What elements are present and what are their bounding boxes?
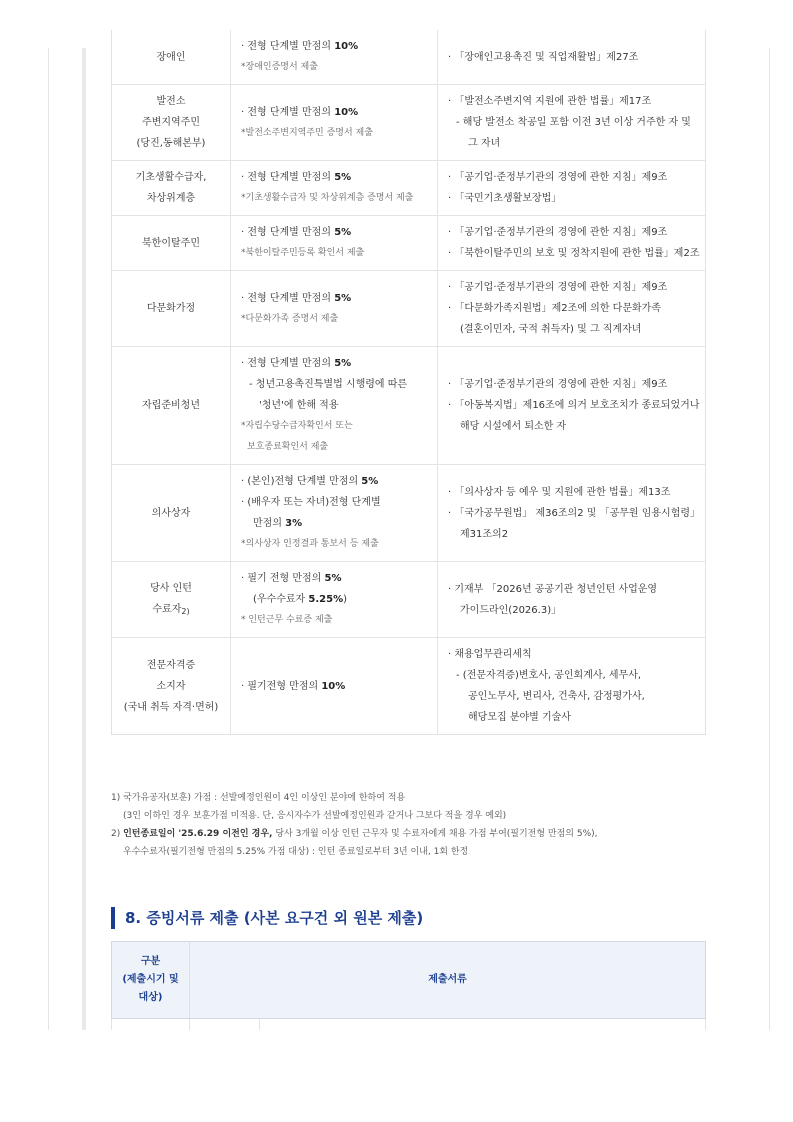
criteria-cell [231,216,438,271]
basis-line: · 「국민기초생활보장법」 [448,193,562,204]
footnote-line: 우수수료자(필기전형 만점의 5.25% 가점 대상) : 인턴 종료일로부터 3년 이내, 1회 한정 [123,847,469,857]
footnotes [111,789,711,861]
category-line [116,676,226,697]
category-text: 전문자격증 [146,659,196,671]
category-text: 자립준비청년 [142,400,200,411]
note-line: *발전소주변지역주민 증명서 제출 [241,127,373,138]
basis-line: · 기재부 「2026년 공공기관 청년인턴 사업운영 [448,583,658,595]
category-cell [112,216,231,271]
table-row [112,271,706,347]
category-cell [112,465,231,562]
criteria-cell [231,638,438,735]
table-row [112,30,706,85]
basis-line: · 「다문화가족지원법」제2조에 의한 다문화가족 [448,303,661,314]
note-line: *다문화가족 증명서 제출 [241,313,339,324]
basis-line: · 「공기업·준정부기관의 경영에 관한 지침」제9조 [448,379,668,390]
basis-line: · 「아동복지법」제16조에 의거 보호조치가 종료되었거나 [448,400,700,411]
category-text: 당사 인턴 [150,582,192,594]
category-text: 소지자 [156,680,186,692]
table-row [112,85,706,161]
category-cell [112,271,231,347]
table-row [112,638,706,735]
criteria-line: · 전형 단계별 만점의 10% [241,106,359,118]
category-line [116,133,226,154]
category-text: 발전소 [156,96,186,107]
basis-cell [438,638,706,735]
docs-header-category [112,942,190,1019]
category-line [116,655,226,676]
basis-cell [438,85,706,161]
category-cell [112,638,231,735]
category-cell [112,85,231,161]
docs-header-category-line: (제출시기 및 [122,974,179,985]
docs-header-category-line: 대상) [138,992,163,1003]
section-title: 8. 증빙서류 제출 (사본 요구건 외 원본 제출) [111,907,423,929]
basis-cell [438,465,706,562]
criteria-line: · 전형 단계별 만점의 5% [241,227,352,238]
basis-line: · 「공기업·준정부기관의 경영에 관한 지침」제9조 [448,172,668,183]
criteria-line: '청년'에 한해 적용 [259,400,339,411]
criteria-line: · 필기 전형 만점의 5% [241,573,342,584]
basis-cell [438,271,706,347]
table-row [112,465,706,562]
criteria-line: 만점의 3% [253,518,303,529]
criteria-line: · 전형 단계별 만점의 5% [241,292,352,304]
preference-points-table [111,30,706,735]
category-text: 기초생활수급자, [135,172,207,183]
docs-header-category-line: 구분 [140,956,161,967]
basis-line: - (전문자격증)변호사, 공인회계사, 세무사, [456,670,642,681]
footnote-ref: 2) [181,606,190,616]
criteria-cell [231,85,438,161]
note-line: *기초생활수급자 및 차상위계층 증명서 제출 [241,193,414,203]
category-line [116,91,226,112]
docs-header-documents: 제출서류 [190,942,706,1019]
category-cell [112,30,231,85]
basis-cell [438,347,706,465]
category-line [116,578,226,599]
criteria-cell [231,562,438,638]
footnote-line: (3인 이하인 경우 보훈가점 미적용. 단, 응시자수가 선발예정인원과 같거나 그보다 적을 경우 예외) [123,811,507,821]
table-row [112,1019,706,1031]
category-text: 다문화가정 [146,303,196,314]
category-line [116,395,226,416]
basis-line: · 「공기업·준정부기관의 경영에 관한 지침」제9조 [448,282,668,293]
basis-line: 그 자녀 [468,138,501,149]
content-margin-bar [82,48,86,1030]
basis-line: 제31조의2 [460,528,509,540]
criteria-cell [231,271,438,347]
basis-line: 가이드라인(2026.3)」 [460,604,562,616]
criteria-line: (우수수료자 5.25%) [253,594,347,605]
basis-line: 공인노무사, 변리사, 건축사, 감정평가사, [468,691,645,702]
criteria-line: · 전형 단계별 만점의 10% [241,41,359,52]
note-line: * 인턴근무 수료증 제출 [241,615,333,625]
criteria-line: · 전형 단계별 만점의 5% [241,172,352,183]
criteria-line: · (본인)전형 단계별 만점의 5% [241,476,379,487]
documents-table [111,941,706,1030]
category-cell [112,161,231,216]
category-line [116,233,226,254]
criteria-cell [231,347,438,465]
basis-line: · 「발전소주변지역 지원에 관한 법률」제17조 [448,96,652,107]
note-line: *북한이탈주민등록 확인서 제출 [241,248,365,258]
category-text: 주변지역주민 [142,117,200,128]
category-line [116,503,226,524]
table-row [112,216,706,271]
basis-line: · 채용업무관리세칙 [448,649,532,660]
basis-line: 해당모집 분야별 기술사 [468,712,571,723]
category-cell [112,347,231,465]
category-text: 차상위계층 [146,193,196,204]
criteria-cell [231,30,438,85]
criteria-cell [231,465,438,562]
category-cell [112,562,231,638]
category-line [116,112,226,133]
table-row [112,562,706,638]
basis-cell [438,161,706,216]
category-line [116,298,226,319]
basis-line: · 「장애인고용촉진 및 직업재활법」제27조 [448,51,639,63]
category-line [116,599,226,622]
basis-line: · 「국가공무원법」 제36조의2 및 「공무원 임용시험령」 [448,507,701,519]
category-text: (당진,동해본부) [136,138,206,149]
basis-cell [438,216,706,271]
footnote-line: 1) 국가유공자(보훈) 가점 : 선발예정인원이 4인 이상인 분야에 한하여 적용 [111,793,406,803]
category-text: 의사상자 [151,507,191,519]
basis-line: · 「의사상자 등 예우 및 지원에 관한 법률」제13조 [448,486,671,498]
note-line: 보호종료확인서 제출 [247,442,329,452]
basis-line: (결혼이민자, 국적 취득자) 및 그 직계자녀 [460,324,642,335]
category-text: 장애인 [156,51,186,63]
criteria-line: · 필기전형 만점의 10% [241,680,346,692]
basis-cell [438,562,706,638]
basis-line: · 「북한이탈주민의 보호 및 정착지원에 관한 법률」제2조 [448,248,700,259]
basis-cell [438,30,706,85]
criteria-cell [231,161,438,216]
criteria-line: · 전형 단계별 만점의 5% [241,358,352,369]
category-line [116,47,226,68]
note-line: *장애인증명서 제출 [241,62,318,72]
basis-line: - 해당 발전소 착공일 포함 이전 3년 이상 거주한 자 및 [456,117,691,128]
category-line [116,188,226,209]
category-line [116,167,226,188]
category-line [116,697,226,718]
basis-line: · 「공기업·준정부기관의 경영에 관한 지침」제9조 [448,227,668,238]
note-line: *자립수당수급자확인서 또는 [241,421,353,431]
category-text: 북한이탈주민 [142,237,200,249]
category-text: 수료자 [152,603,182,615]
criteria-line: · (배우자 또는 자녀)전형 단계별 [241,497,381,508]
table-row [112,161,706,216]
footnote-line: 2) 인턴종료일이 '25.6.29 이전인 경우, 당사 3개월 이상 인턴 근무자 및 수료자에게 채용 가점 부여(필기전형 만점의 5%), [111,829,598,839]
basis-line: 해당 시설에서 퇴소한 자 [460,421,567,432]
note-line: *의사상자 인정결과 통보서 등 제출 [241,539,379,549]
category-text: (국내 취득 자격·면허) [123,701,219,713]
table-row [112,347,706,465]
criteria-line: - 청년고용촉진특별법 시행령에 따른 [249,379,408,390]
